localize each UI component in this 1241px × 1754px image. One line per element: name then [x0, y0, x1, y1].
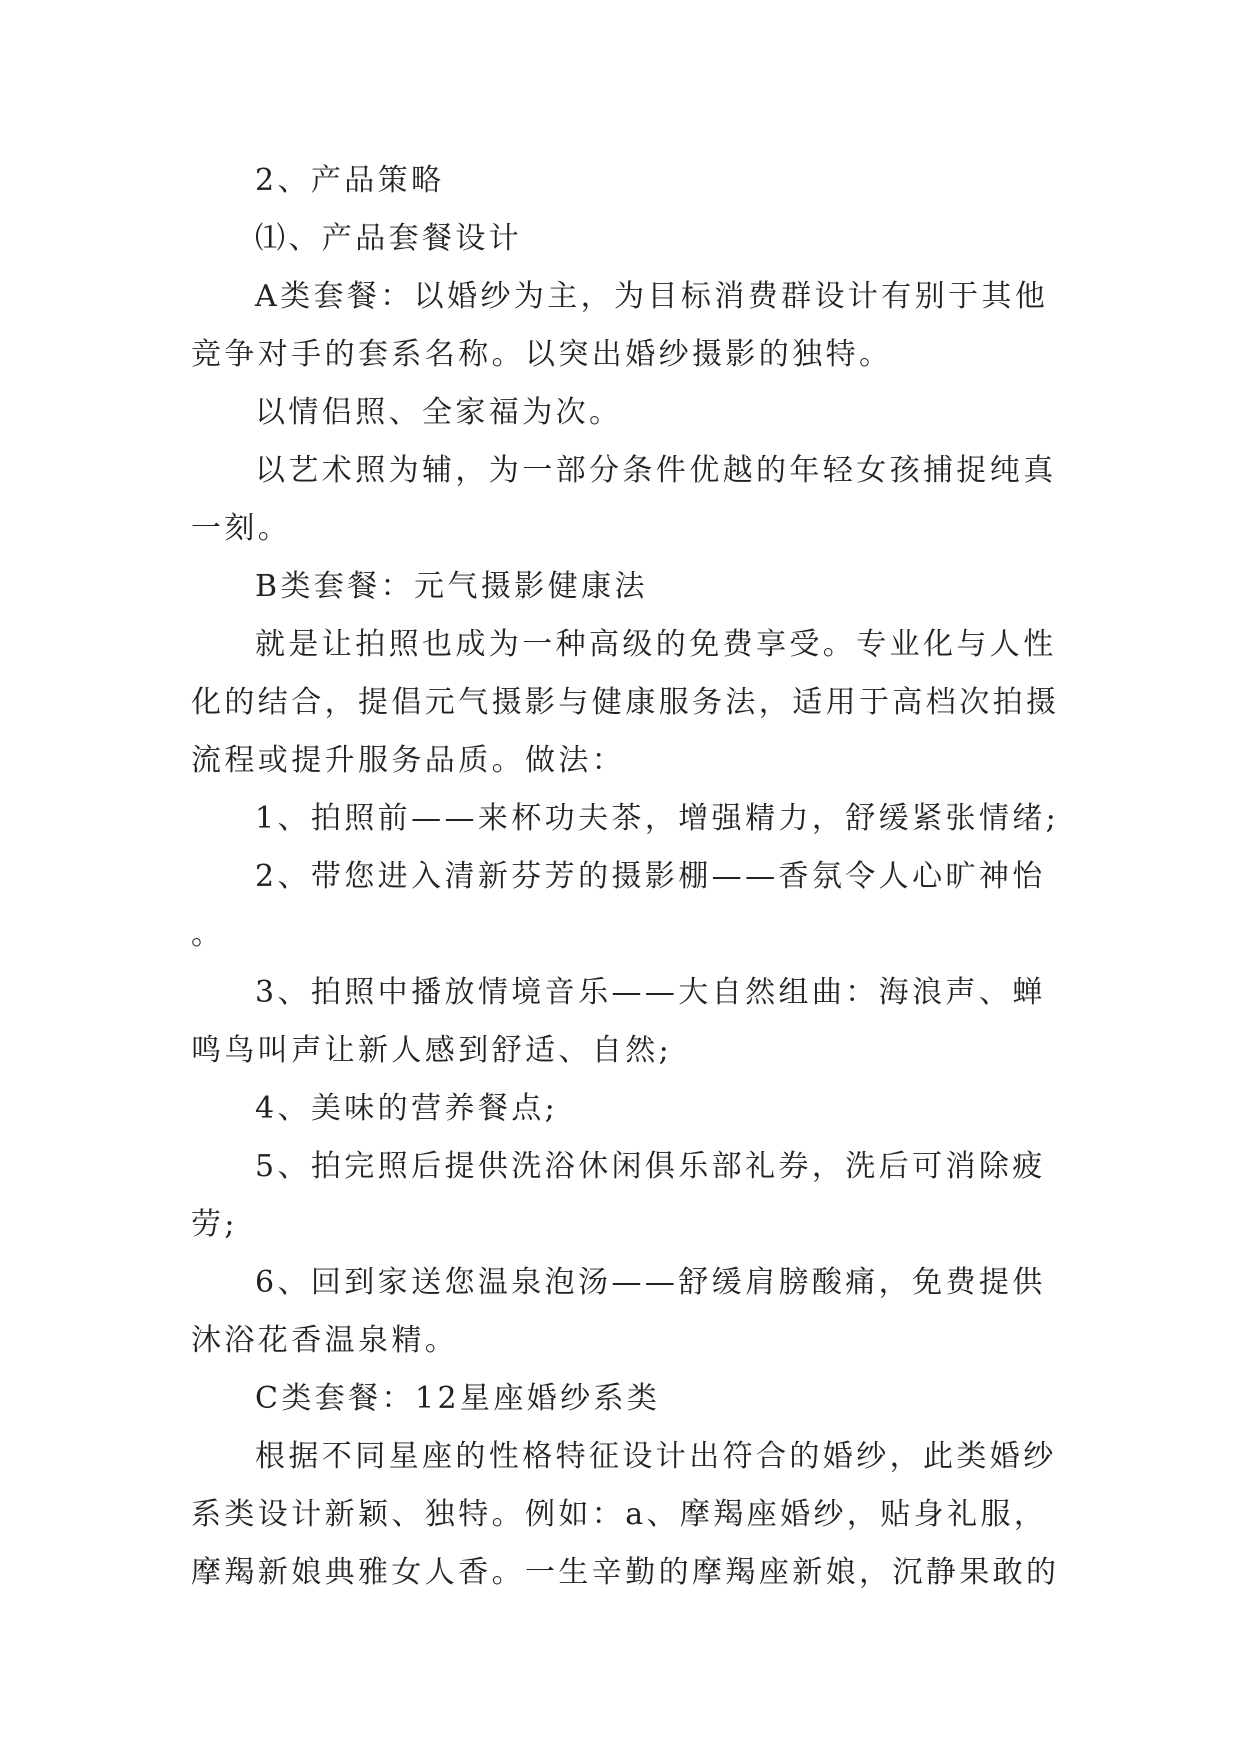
paragraph-package-b-description: 就是让拍照也成为一种高级的免费享受。专业化与人性化的结合，提倡元气摄影与健康服务法，适用于高档次拍摄流程或提升服务品质。做法： [191, 627, 1060, 778]
paragraph-package-c-description: 根据不同星座的性格特征设计出符合的婚纱，此类婚纱系类设计新颖、独特。例如：a、摩羯座婚纱，贴身礼服，摩羯新娘典雅女人香。一生辛勤的摩羯座新娘，沉静果敢的 [191, 1439, 1060, 1590]
list-item-3: 3、拍照中播放情境音乐——大自然组曲：海浪声、蝉鸣鸟叫声让新人感到舒适、自然; [191, 975, 1046, 1068]
paragraph-package-b: B类套餐：元气摄影健康法 [255, 569, 648, 604]
subsection-heading: ⑴、产品套餐设计 [255, 221, 523, 256]
list-item-2: 2、带您进入清新芬芳的摄影棚——香氛令人心旷神怡。 [191, 859, 1046, 952]
list-item-6: 6、回到家送您温泉泡汤——舒缓肩膀酸痛，免费提供沐浴花香温泉精。 [191, 1265, 1046, 1358]
list-item-4: 4、美味的营养餐点; [255, 1091, 559, 1126]
section-heading: 2、产品策略 [255, 163, 445, 198]
paragraph-package-c: C类套餐：12星座婚纱系类 [255, 1381, 661, 1416]
list-item-5: 5、拍完照后提供洗浴休闲俱乐部礼券，洗后可消除疲劳; [191, 1149, 1046, 1242]
paragraph-secondary: 以情侣照、全家福为次。 [255, 395, 623, 430]
document-body [191, 152, 1061, 1602]
paragraph-auxiliary: 以艺术照为辅，为一部分条件优越的年轻女孩捕捉纯真一刻。 [191, 453, 1057, 546]
list-item-1: 1、拍照前——来杯功夫茶，增强精力，舒缓紧张情绪; [255, 801, 1060, 836]
paragraph-package-a: A类套餐：以婚纱为主，为目标消费群设计有别于其他竞争对手的套系名称。以突出婚纱摄影的独特。 [191, 279, 1049, 372]
